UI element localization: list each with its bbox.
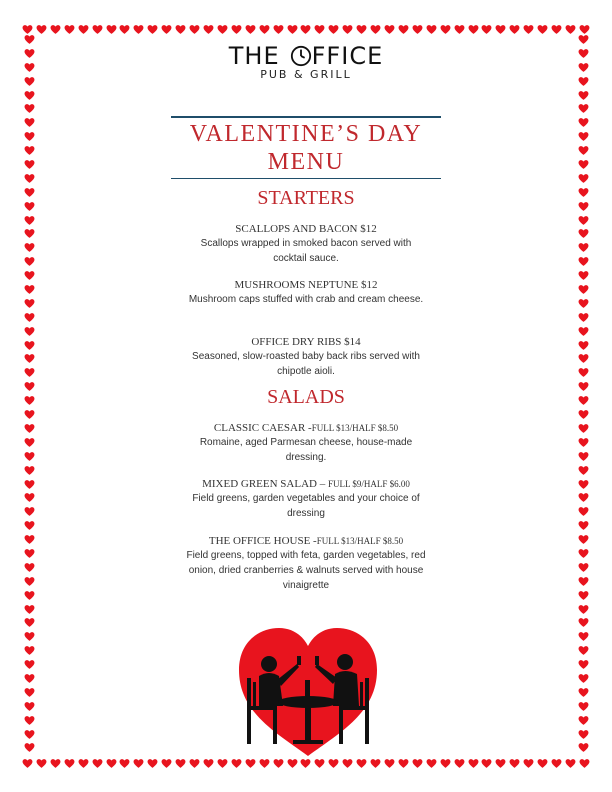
heart-icon [24, 256, 35, 267]
item-description: Romaine, aged Parmesan cheese, house-made dressing. [199, 437, 413, 463]
heart-icon [287, 24, 298, 35]
heart-icon [259, 758, 270, 769]
logo-subtitle: PUB & GRILL [260, 68, 352, 81]
heart-icon [189, 24, 200, 35]
heart-icon [161, 758, 172, 769]
heart-icon [523, 24, 534, 35]
heart-icon [24, 423, 35, 434]
heart-icon [578, 701, 589, 712]
heart-icon [24, 673, 35, 684]
heart-icon [24, 326, 35, 337]
heart-icon [578, 312, 589, 323]
heart-icon [426, 24, 437, 35]
heart-icon [578, 131, 589, 142]
menu-item [186, 421, 426, 465]
heart-icon [578, 284, 589, 295]
heart-icon [24, 520, 35, 531]
heart-icon [217, 758, 228, 769]
item-name [186, 421, 426, 435]
heart-icon [273, 758, 284, 769]
heart-icon [24, 90, 35, 101]
item-name: OFFICE DRY RIBS $14 [251, 336, 361, 348]
heart-icon [578, 465, 589, 476]
heart-icon [578, 617, 589, 628]
heart-icon [578, 228, 589, 239]
heart-icon [24, 701, 35, 712]
heart-icon [578, 242, 589, 253]
heart-icon [300, 758, 311, 769]
heart-icon [245, 758, 256, 769]
heart-icon [314, 24, 325, 35]
item-name [186, 534, 426, 548]
heart-icon [384, 24, 395, 35]
heart-icon [231, 24, 242, 35]
heart-icon [106, 758, 117, 769]
heart-icon [50, 24, 61, 35]
heart-icon [24, 562, 35, 573]
heart-icon [203, 24, 214, 35]
heart-icon [92, 758, 103, 769]
heart-icon [24, 729, 35, 740]
heart-icon [24, 215, 35, 226]
heart-icon [398, 24, 409, 35]
heart-icon [24, 506, 35, 517]
heart-icon [578, 590, 589, 601]
heart-icon [495, 758, 506, 769]
heart-icon [342, 758, 353, 769]
item-price: FULL $13/HALF $8.50 [316, 536, 404, 546]
heart-icon [24, 492, 35, 503]
heart-icon [24, 242, 35, 253]
heart-icon [24, 228, 35, 239]
heart-icon [412, 758, 423, 769]
heart-icon [578, 576, 589, 587]
heart-icon [24, 173, 35, 184]
heart-icon [24, 742, 35, 753]
heart-icon [24, 409, 35, 420]
heart-icon [578, 673, 589, 684]
heart-icon [24, 131, 35, 142]
heart-icon [509, 24, 520, 35]
heart-icon [24, 451, 35, 462]
clock-icon [290, 45, 312, 67]
heart-icon [454, 758, 465, 769]
heart-icon [578, 520, 589, 531]
heart-icon [579, 24, 590, 35]
heart-icon [50, 758, 61, 769]
logo-text-office: FFICE [311, 42, 384, 70]
heart-icon [454, 24, 465, 35]
heart-icon [578, 326, 589, 337]
heart-icon [147, 758, 158, 769]
title-line-1: VALENTINE’S DAY [189, 121, 423, 147]
heart-icon [537, 758, 548, 769]
heart-icon [24, 715, 35, 726]
heart-icon [24, 548, 35, 559]
heart-icon [24, 645, 35, 656]
item-description: Mushroom caps stuffed with crab and cream cheese. [188, 294, 424, 305]
item-name: MUSHROOMS NEPTUNE $12 [234, 279, 378, 291]
heart-icon [578, 645, 589, 656]
heart-icon [578, 548, 589, 559]
heart-icon [468, 24, 479, 35]
heart-icon [328, 24, 339, 35]
heart-icon [24, 437, 35, 448]
heart-icon [24, 631, 35, 642]
heart-icon [412, 24, 423, 35]
heart-icon [578, 159, 589, 170]
heart-icon [440, 24, 451, 35]
item-name: SCALLOPS AND BACON $12 [235, 223, 377, 235]
heart-icon [24, 659, 35, 670]
heart-icon [523, 758, 534, 769]
heart-icon [578, 367, 589, 378]
heart-icon [565, 758, 576, 769]
heart-icon [579, 758, 590, 769]
heart-icon [64, 24, 75, 35]
heart-icon [22, 758, 33, 769]
heart-icon [78, 758, 89, 769]
heart-icon [578, 492, 589, 503]
heart-icon [481, 758, 492, 769]
heart-icon [24, 590, 35, 601]
heart-icon [578, 534, 589, 545]
heart-icon [328, 758, 339, 769]
heart-icon [24, 687, 35, 698]
heart-icon [578, 423, 589, 434]
heart-icon [24, 465, 35, 476]
heart-icon [578, 506, 589, 517]
menu-title [171, 116, 441, 179]
heart-icon [119, 24, 130, 35]
heart-icon [578, 298, 589, 309]
heart-icon [133, 758, 144, 769]
heart-icon [578, 687, 589, 698]
heart-icon [217, 24, 228, 35]
heart-border-bottom [22, 756, 590, 770]
heart-icon [24, 576, 35, 587]
heart-icon [189, 758, 200, 769]
item-title: THE OFFICE HOUSE - [208, 535, 317, 547]
heart-icon [578, 479, 589, 490]
item-description: Seasoned, slow-roasted baby back ribs served with chipotle aioli. [192, 351, 420, 377]
heart-icon [24, 145, 35, 156]
heart-icon [231, 758, 242, 769]
heart-icon [370, 758, 381, 769]
heart-icon [426, 758, 437, 769]
heart-icon [78, 24, 89, 35]
heart-icon [300, 24, 311, 35]
menu-item [186, 278, 426, 307]
heart-icon [578, 340, 589, 351]
heart-icon [24, 312, 35, 323]
heart-icon [22, 24, 33, 35]
heart-icon [370, 24, 381, 35]
heart-icon [24, 159, 35, 170]
heart-icon [24, 534, 35, 545]
heart-icon [537, 24, 548, 35]
heart-icon [24, 604, 35, 615]
title-line-2: MENU [267, 149, 345, 175]
heart-icon [578, 562, 589, 573]
heart-icon [578, 451, 589, 462]
heart-icon [119, 758, 130, 769]
heart-icon [24, 367, 35, 378]
heart-icon [356, 24, 367, 35]
heart-icon [384, 758, 395, 769]
heart-icon [565, 24, 576, 35]
heart-icon [147, 24, 158, 35]
heart-icon [578, 270, 589, 281]
heart-icon [24, 617, 35, 628]
heart-icon [578, 659, 589, 670]
heart-icon [578, 604, 589, 615]
heart-icon [578, 729, 589, 740]
heart-icon [398, 758, 409, 769]
menu-item [186, 534, 426, 593]
heart-icon [36, 24, 47, 35]
heart-icon [24, 353, 35, 364]
heart-icon [578, 742, 589, 753]
heart-icon [509, 758, 520, 769]
item-price: FULL $13/HALF $8.50 [311, 423, 399, 433]
heart-icon [64, 758, 75, 769]
heart-icon [578, 353, 589, 364]
item-description: Field greens, garden vegetables and your choice of dressing [192, 493, 420, 519]
heart-icon [440, 758, 451, 769]
heart-icon [314, 758, 325, 769]
menu-item [186, 335, 426, 379]
heart-icon [481, 24, 492, 35]
couple-dinner-heart-icon [235, 622, 381, 758]
heart-icon [551, 24, 562, 35]
heart-border-top [22, 22, 590, 36]
heart-icon [578, 145, 589, 156]
heart-icon [24, 340, 35, 351]
heart-icon [578, 215, 589, 226]
heart-icon [468, 758, 479, 769]
heart-icon [24, 298, 35, 309]
heart-icon [578, 715, 589, 726]
heart-icon [175, 24, 186, 35]
heart-icon [24, 270, 35, 281]
heart-icon [495, 24, 506, 35]
heart-icon [245, 24, 256, 35]
heart-icon [24, 284, 35, 295]
heart-icon [578, 409, 589, 420]
heart-icon [356, 758, 367, 769]
heart-icon [24, 479, 35, 490]
heart-icon [24, 117, 35, 128]
heart-icon [133, 24, 144, 35]
heart-icon [578, 103, 589, 114]
salads-heading: SALADS [267, 386, 345, 408]
heart-icon [259, 24, 270, 35]
heart-icon [551, 758, 562, 769]
heart-icon [578, 437, 589, 448]
heart-icon [92, 24, 103, 35]
heart-icon [106, 24, 117, 35]
item-description: Field greens, topped with feta, garden vegetables, red onion, dried cranberries & walnuts served with house vinaigrette [186, 550, 426, 591]
heart-icon [175, 758, 186, 769]
item-title: MIXED GREEN SALAD – [202, 478, 328, 490]
starters-heading: STARTERS [257, 187, 355, 209]
heart-icon [161, 24, 172, 35]
heart-icon [578, 117, 589, 128]
item-name [186, 477, 426, 491]
heart-icon [342, 24, 353, 35]
logo-text-the: THE [228, 42, 280, 70]
restaurant-logo [0, 42, 612, 81]
menu-item [186, 222, 426, 266]
item-title: CLASSIC CAESAR - [213, 422, 312, 434]
heart-icon [24, 103, 35, 114]
heart-icon [578, 256, 589, 267]
heart-icon [578, 631, 589, 642]
heart-icon [287, 758, 298, 769]
item-price: FULL $9/HALF $6.00 [327, 479, 410, 489]
heart-icon [578, 90, 589, 101]
heart-icon [273, 24, 284, 35]
heart-icon [203, 758, 214, 769]
item-description: Scallops wrapped in smoked bacon served with cocktail sauce. [200, 238, 412, 264]
heart-icon [36, 758, 47, 769]
heart-icon [578, 173, 589, 184]
menu-item [186, 477, 426, 521]
